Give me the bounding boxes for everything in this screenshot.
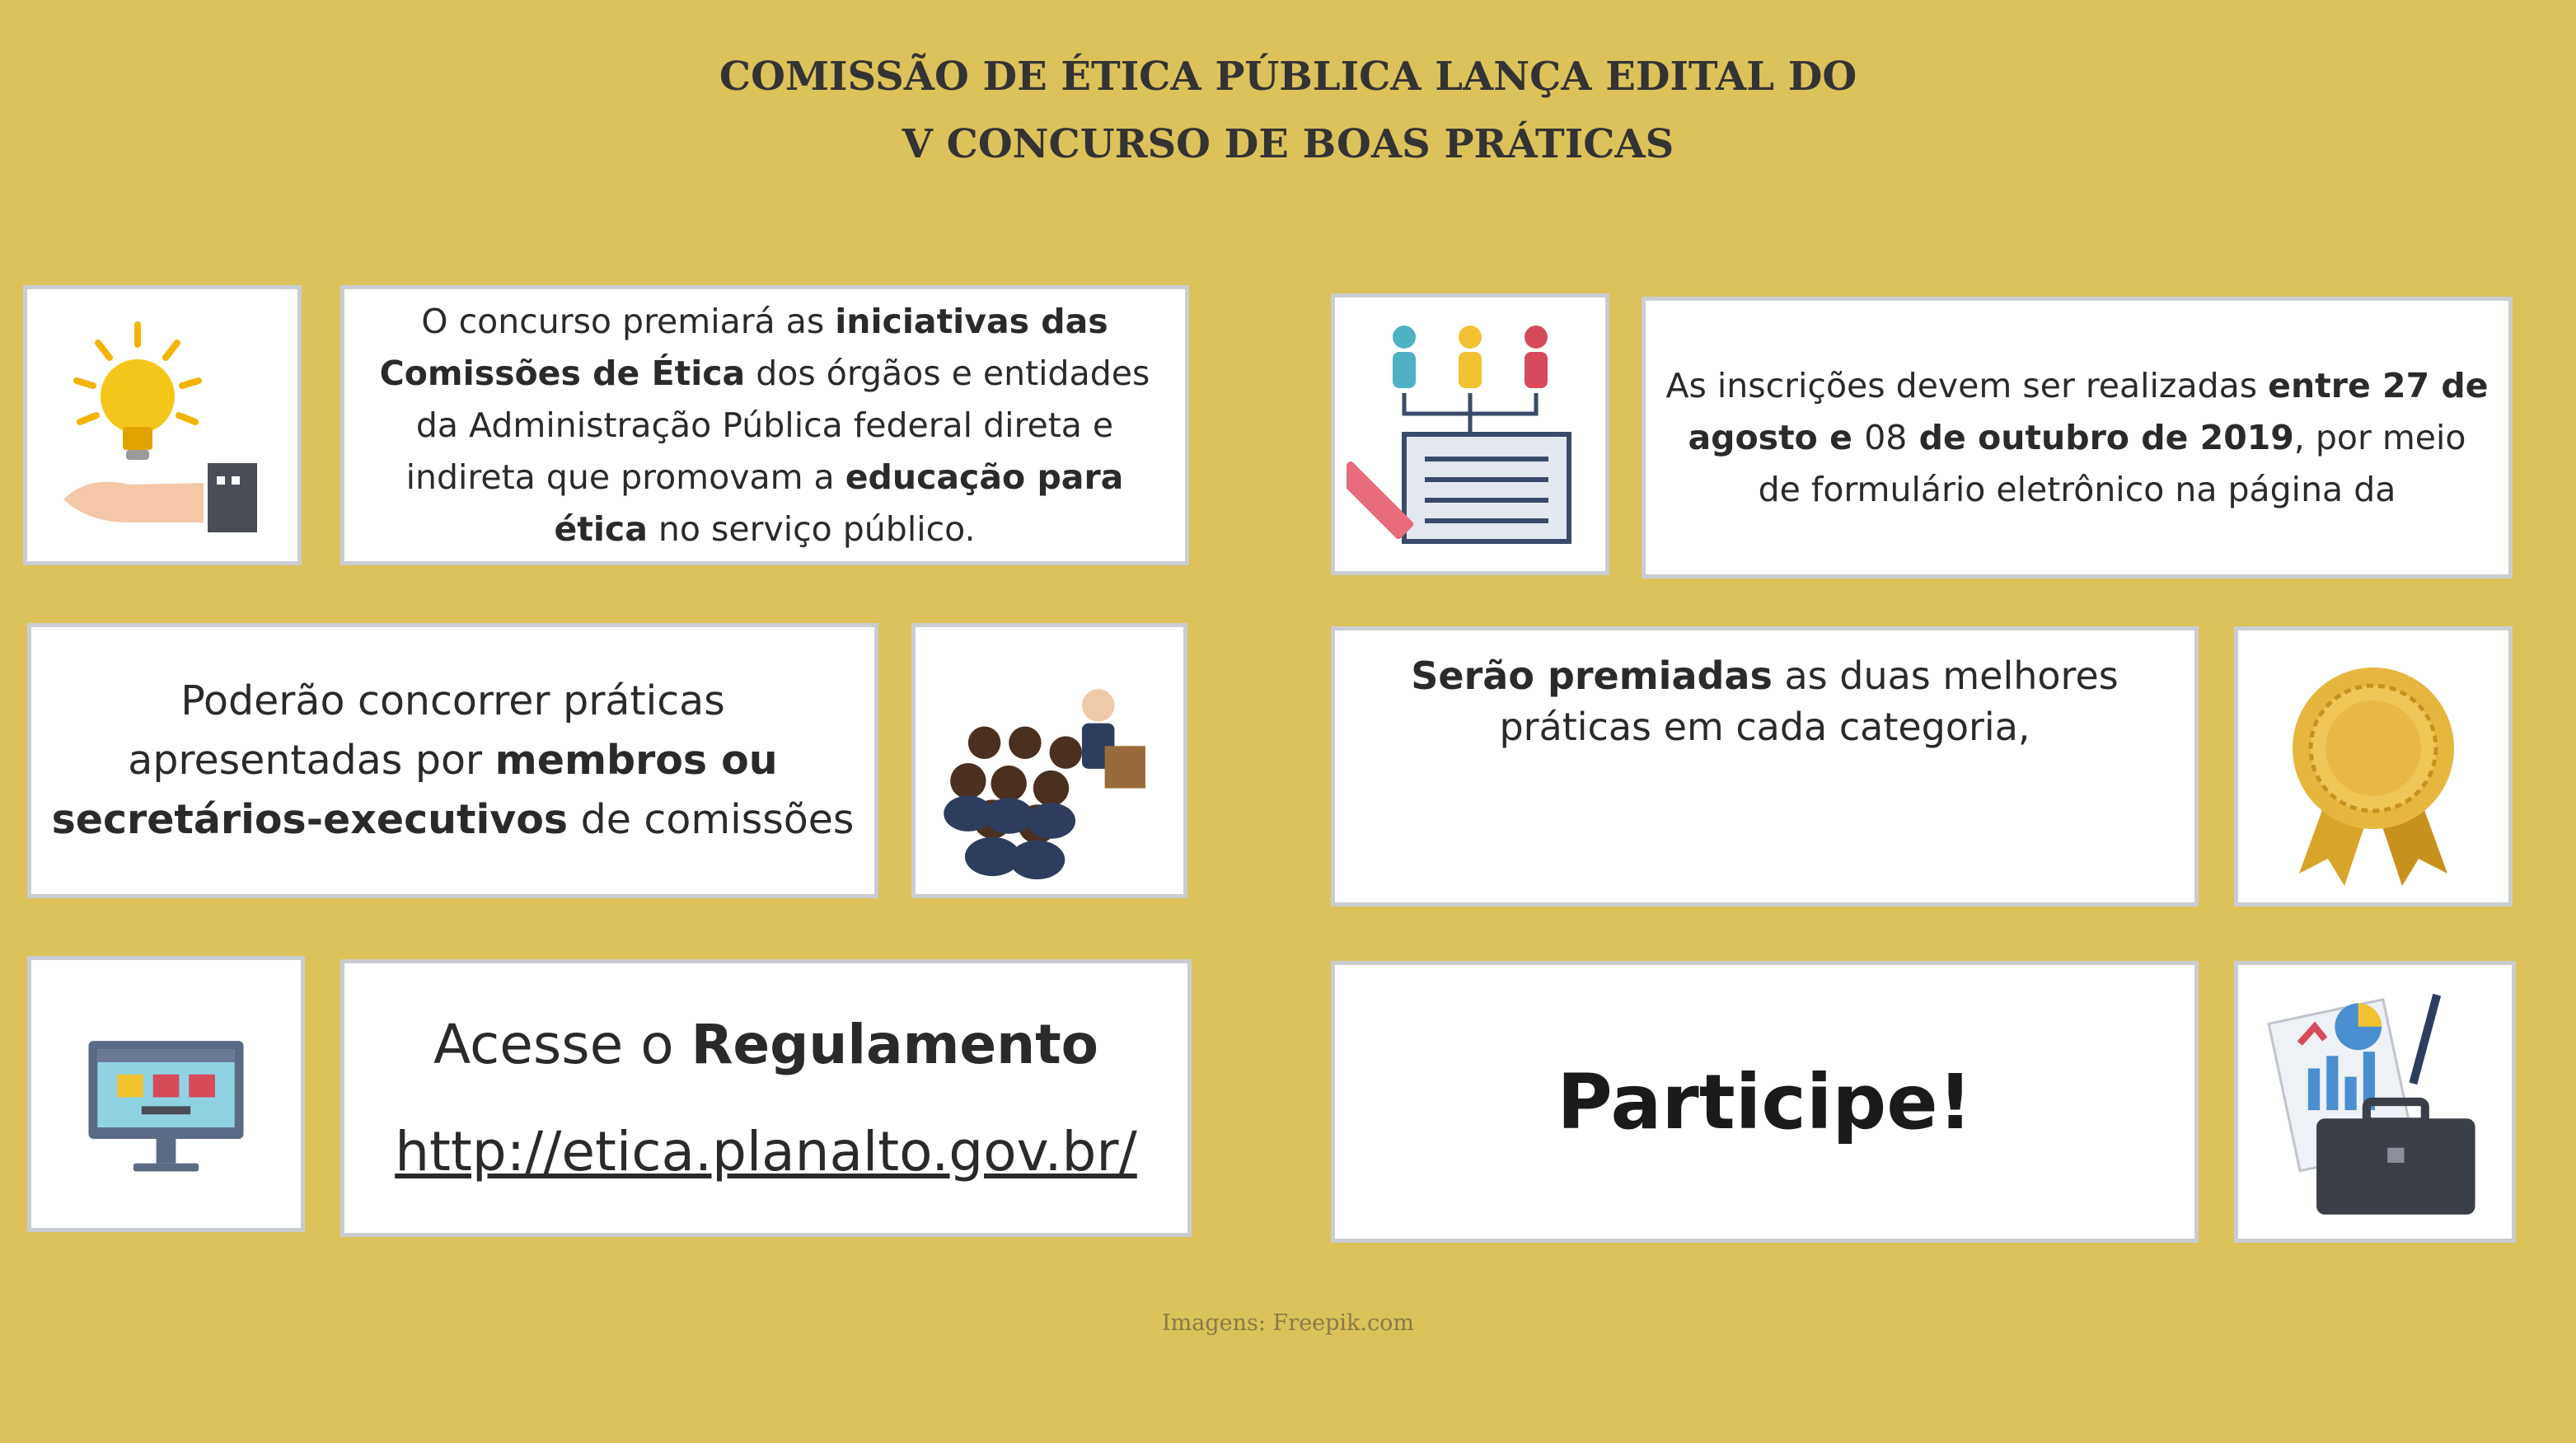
people-form-icon [1347,309,1594,560]
registration-card [1642,297,2513,579]
lightbulb-hand-icon [39,301,286,550]
registration-text: As inscrições devem ser realizadas entre 27 de agosto e 08 de outubro de 2019, por meio de formulário eletrônico na página da [1665,365,2489,509]
participate-card [1331,961,2199,1243]
audience-icon-card [911,623,1187,898]
eligibility-card [27,623,878,898]
medal-icon [2250,642,2497,891]
contest-description-card [340,285,1189,565]
computer-icon-card [27,956,305,1232]
audience-icon [927,639,1172,883]
regulation-label: Acesse o Regulamento [433,1012,1098,1076]
computer-screen-icon [43,972,289,1216]
regulation-content [395,991,1137,1206]
title-line-2: V CONCURSO DE BOAS PRÁTICAS [902,121,1674,167]
prize-text: Serão premiadas as duas melhores práticas em cada categoria, [1411,654,2119,749]
participate-text: Participe! [1557,1057,1973,1146]
medal-icon-card [2234,626,2513,907]
regulation-url-link[interactable]: http://etica.planalto.gov.br/ [395,1119,1137,1183]
contest-description-text: O concurso premiará as iniciativas das Comissões de Ética dos órgãos e entidades da Administração Pública federal direta e indireta que promovam a educação para ética no serviço público. [379,301,1150,549]
briefcase-icon-card [2234,961,2516,1243]
lightbulb-card [23,285,302,565]
prize-card [1331,626,2199,907]
eligibility-text: Poderão concorrer práticas apresentadas por membros ou secretários-executivos de comissões [51,677,855,843]
registration-icon-card [1331,293,1609,575]
page-title [0,43,2576,178]
image-credit: Imagens: Freepik.com [1162,1310,1414,1336]
regulation-card [340,959,1192,1237]
briefcase-reports-icon [2250,977,2500,1227]
title-line-1: COMISSÃO DE ÉTICA PÚBLICA LANÇA EDITAL DO [719,54,1857,100]
